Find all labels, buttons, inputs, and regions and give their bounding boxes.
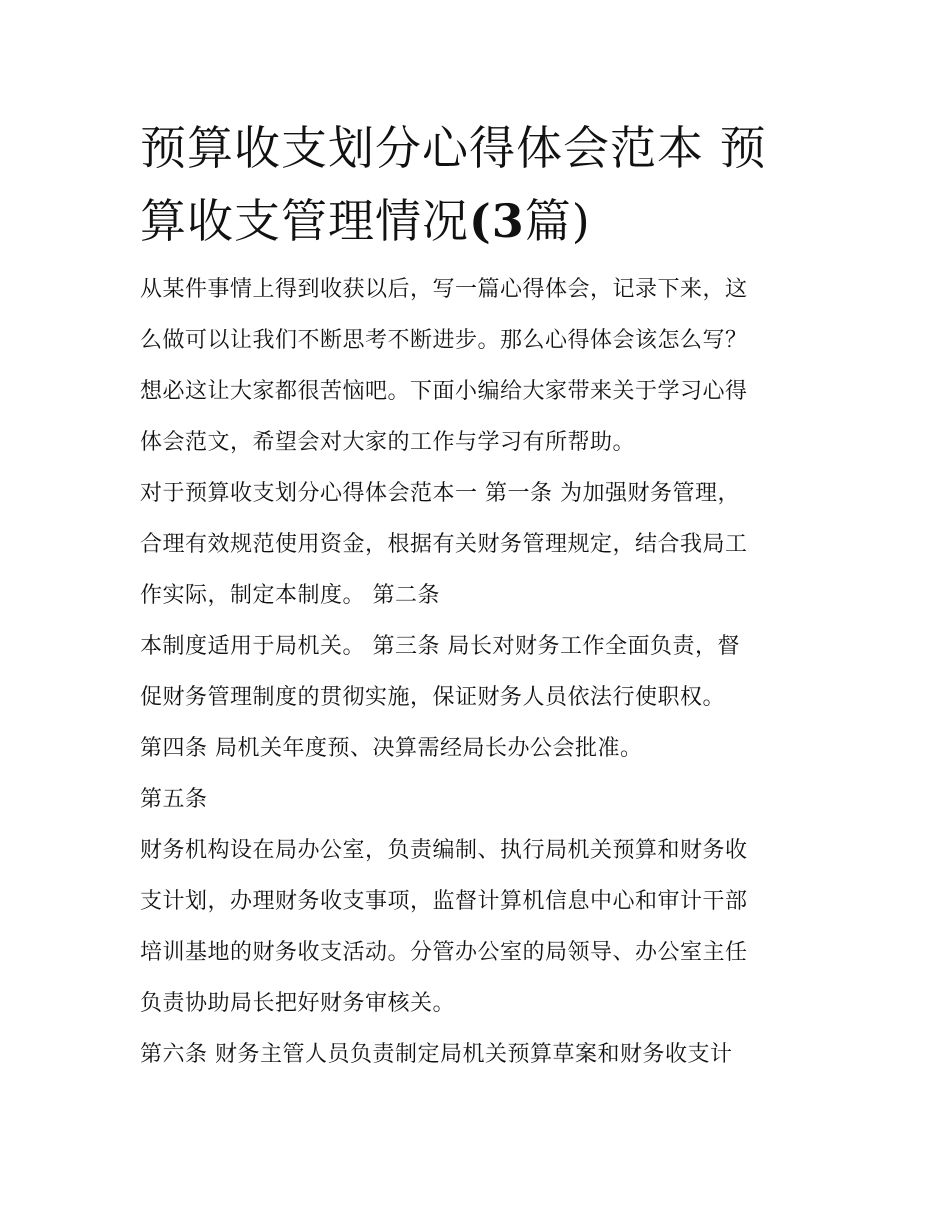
text-line: 财务机构设在局办公室，负责编制、执行局机关预算和财务收 <box>140 838 748 863</box>
text-line: 第六条 财务主管人员负责制定局机关预算草案和财务收支计 <box>140 1042 733 1067</box>
title-line-2-end: 篇) <box>524 194 591 248</box>
text-line: 么做可以让我们不断思考不断进步。那么心得体会该怎么写？ <box>140 328 748 353</box>
text-line: 培训基地的财务收支活动。分管办公室的局领导、办公室主任 <box>140 940 748 965</box>
title-line-2-text: 算收支管理情况 <box>140 194 469 248</box>
text-line: 本制度适用于局机关。 第三条 局长对财务工作全面负责，督 <box>140 634 740 659</box>
document-body <box>140 264 820 1080</box>
document-title <box>140 112 820 258</box>
paragraph-article-4 <box>140 723 820 774</box>
paragraph-article-5-heading <box>140 774 820 825</box>
title-count: (3 <box>469 194 525 248</box>
paragraph-article-3 <box>140 621 820 723</box>
paragraph-article-6 <box>140 1029 820 1080</box>
text-line: 作实际，制定本制度。 第二条 <box>140 583 440 608</box>
text-line: 促财务管理制度的贯彻实施，保证财务人员依法行使职权。 <box>140 685 726 710</box>
text-line: 负责协助局长把好财务审核关。 <box>140 991 456 1016</box>
text-line: 第四条 局机关年度预、决算需经局长办公会批准。 <box>140 736 643 761</box>
text-line: 体会范文，希望会对大家的工作与学习有所帮助。 <box>140 430 636 455</box>
text-line: 对于预算收支划分心得体会范本一 第一条 为加强财务管理， <box>140 481 740 506</box>
text-line: 合理有效规范使用资金，根据有关财务管理规定，结合我局工 <box>140 532 748 557</box>
text-line: 支计划，办理财务收支事项，监督计算机信息中心和审计干部 <box>140 889 748 914</box>
title-line-2 <box>140 185 820 258</box>
paragraph-article-5 <box>140 825 820 1029</box>
title-line-1: 预算收支划分心得体会范本 预 <box>140 121 767 175</box>
text-line: 从某件事情上得到收获以后，写一篇心得体会，记录下来，这 <box>140 277 748 302</box>
document-page <box>140 112 820 1080</box>
paragraph-intro <box>140 264 820 468</box>
paragraph-article-1 <box>140 468 820 621</box>
text-line: 第五条 <box>140 787 208 812</box>
text-line: 想必这让大家都很苦恼吧。下面小编给大家带来关于学习心得 <box>140 379 748 404</box>
